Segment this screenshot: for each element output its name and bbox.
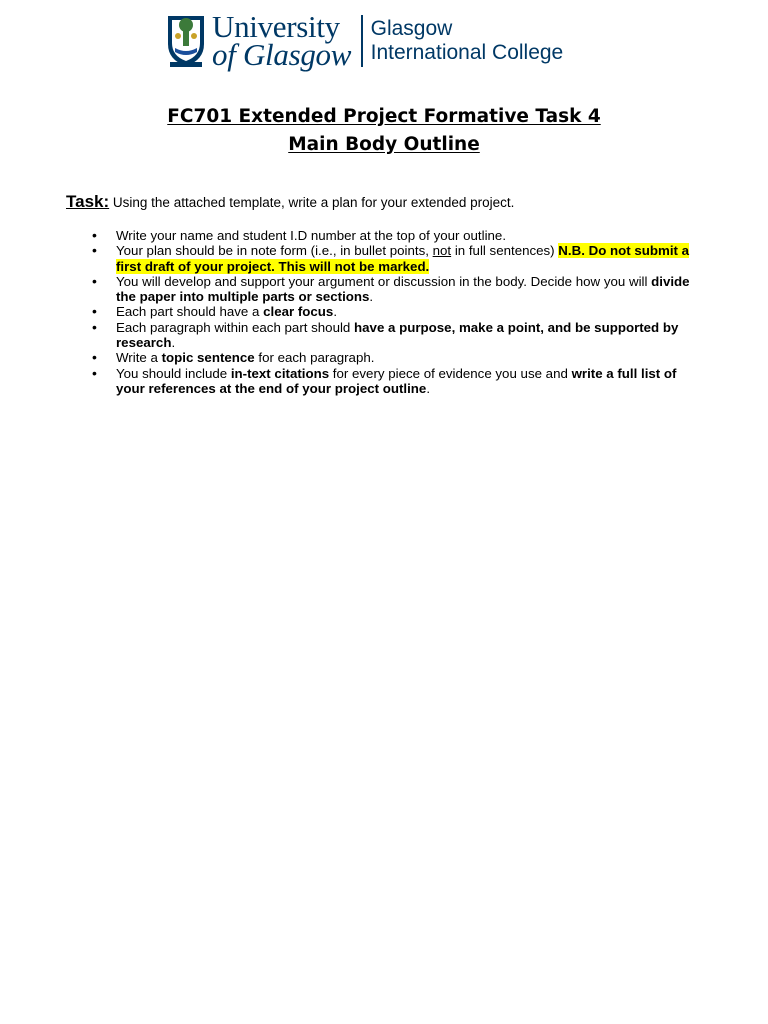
bullet-text: Each paragraph within each part should: [116, 319, 355, 335]
list-item: [116, 350, 702, 365]
list-item: [116, 304, 702, 319]
underlined-text: not: [432, 243, 452, 259]
college-line1: Glasgow: [370, 17, 453, 41]
college-name: [371, 17, 564, 64]
bold-text: in-text citations: [230, 365, 330, 381]
bold-text: write a full list of your references at the end of your project outline: [116, 365, 677, 396]
list-item: [116, 274, 702, 305]
task-label: Task:: [66, 192, 110, 211]
bold-text: have a purpose, make a point, and be supported by research: [116, 319, 679, 351]
bullet-text: for every piece of evidence you use and: [329, 365, 572, 381]
college-line2: International College: [370, 41, 564, 64]
bullet-text: Each part should have a: [116, 304, 264, 320]
bold-text: topic sentence: [161, 350, 255, 366]
bullet-text: in full sentences): [451, 243, 559, 259]
highlighted-warning: N.B. Do not submit a first draft of your project. This will not be marked.: [116, 243, 690, 274]
list-item: [116, 243, 702, 274]
title-line2: Main Body Outline: [288, 134, 480, 155]
logo-line2: of Glasgow: [212, 37, 352, 72]
bullet-text: You should include: [116, 365, 231, 381]
bullet-text: .: [369, 289, 374, 305]
bold-text: divide the paper into multiple parts or sections: [116, 273, 690, 305]
bullet-text: Write a: [116, 350, 162, 366]
crest-icon: [166, 14, 206, 68]
bullet-text: You will develop and support your argument or discussion in the body. Decide how you will: [116, 273, 652, 289]
university-logo: [166, 9, 586, 72]
bullet-text: .: [426, 380, 431, 396]
instruction-list: [116, 228, 702, 396]
logo-line1: University: [212, 9, 340, 45]
bullet-text: for each paragraph.: [254, 350, 375, 366]
list-item: [116, 366, 702, 397]
logo-divider: [361, 15, 363, 67]
task-text: Using the attached template, write a plan for your extended project.: [109, 195, 515, 210]
bullet-text: .: [333, 304, 338, 320]
list-item: [116, 228, 702, 243]
task-instruction: [66, 192, 514, 212]
title-line1: FC701 Extended Project Formative Task 4: [167, 106, 601, 127]
bullet-text: Your plan should be in note form (i.e., in bullet points,: [116, 243, 433, 259]
bullet-text: .: [171, 335, 176, 351]
document-title: [0, 103, 768, 159]
bullet-text: Write your name and student I.D number at the top of your outline.: [116, 228, 507, 243]
list-item: [116, 320, 702, 351]
bold-text: clear focus: [263, 304, 334, 320]
university-name: [212, 9, 352, 72]
